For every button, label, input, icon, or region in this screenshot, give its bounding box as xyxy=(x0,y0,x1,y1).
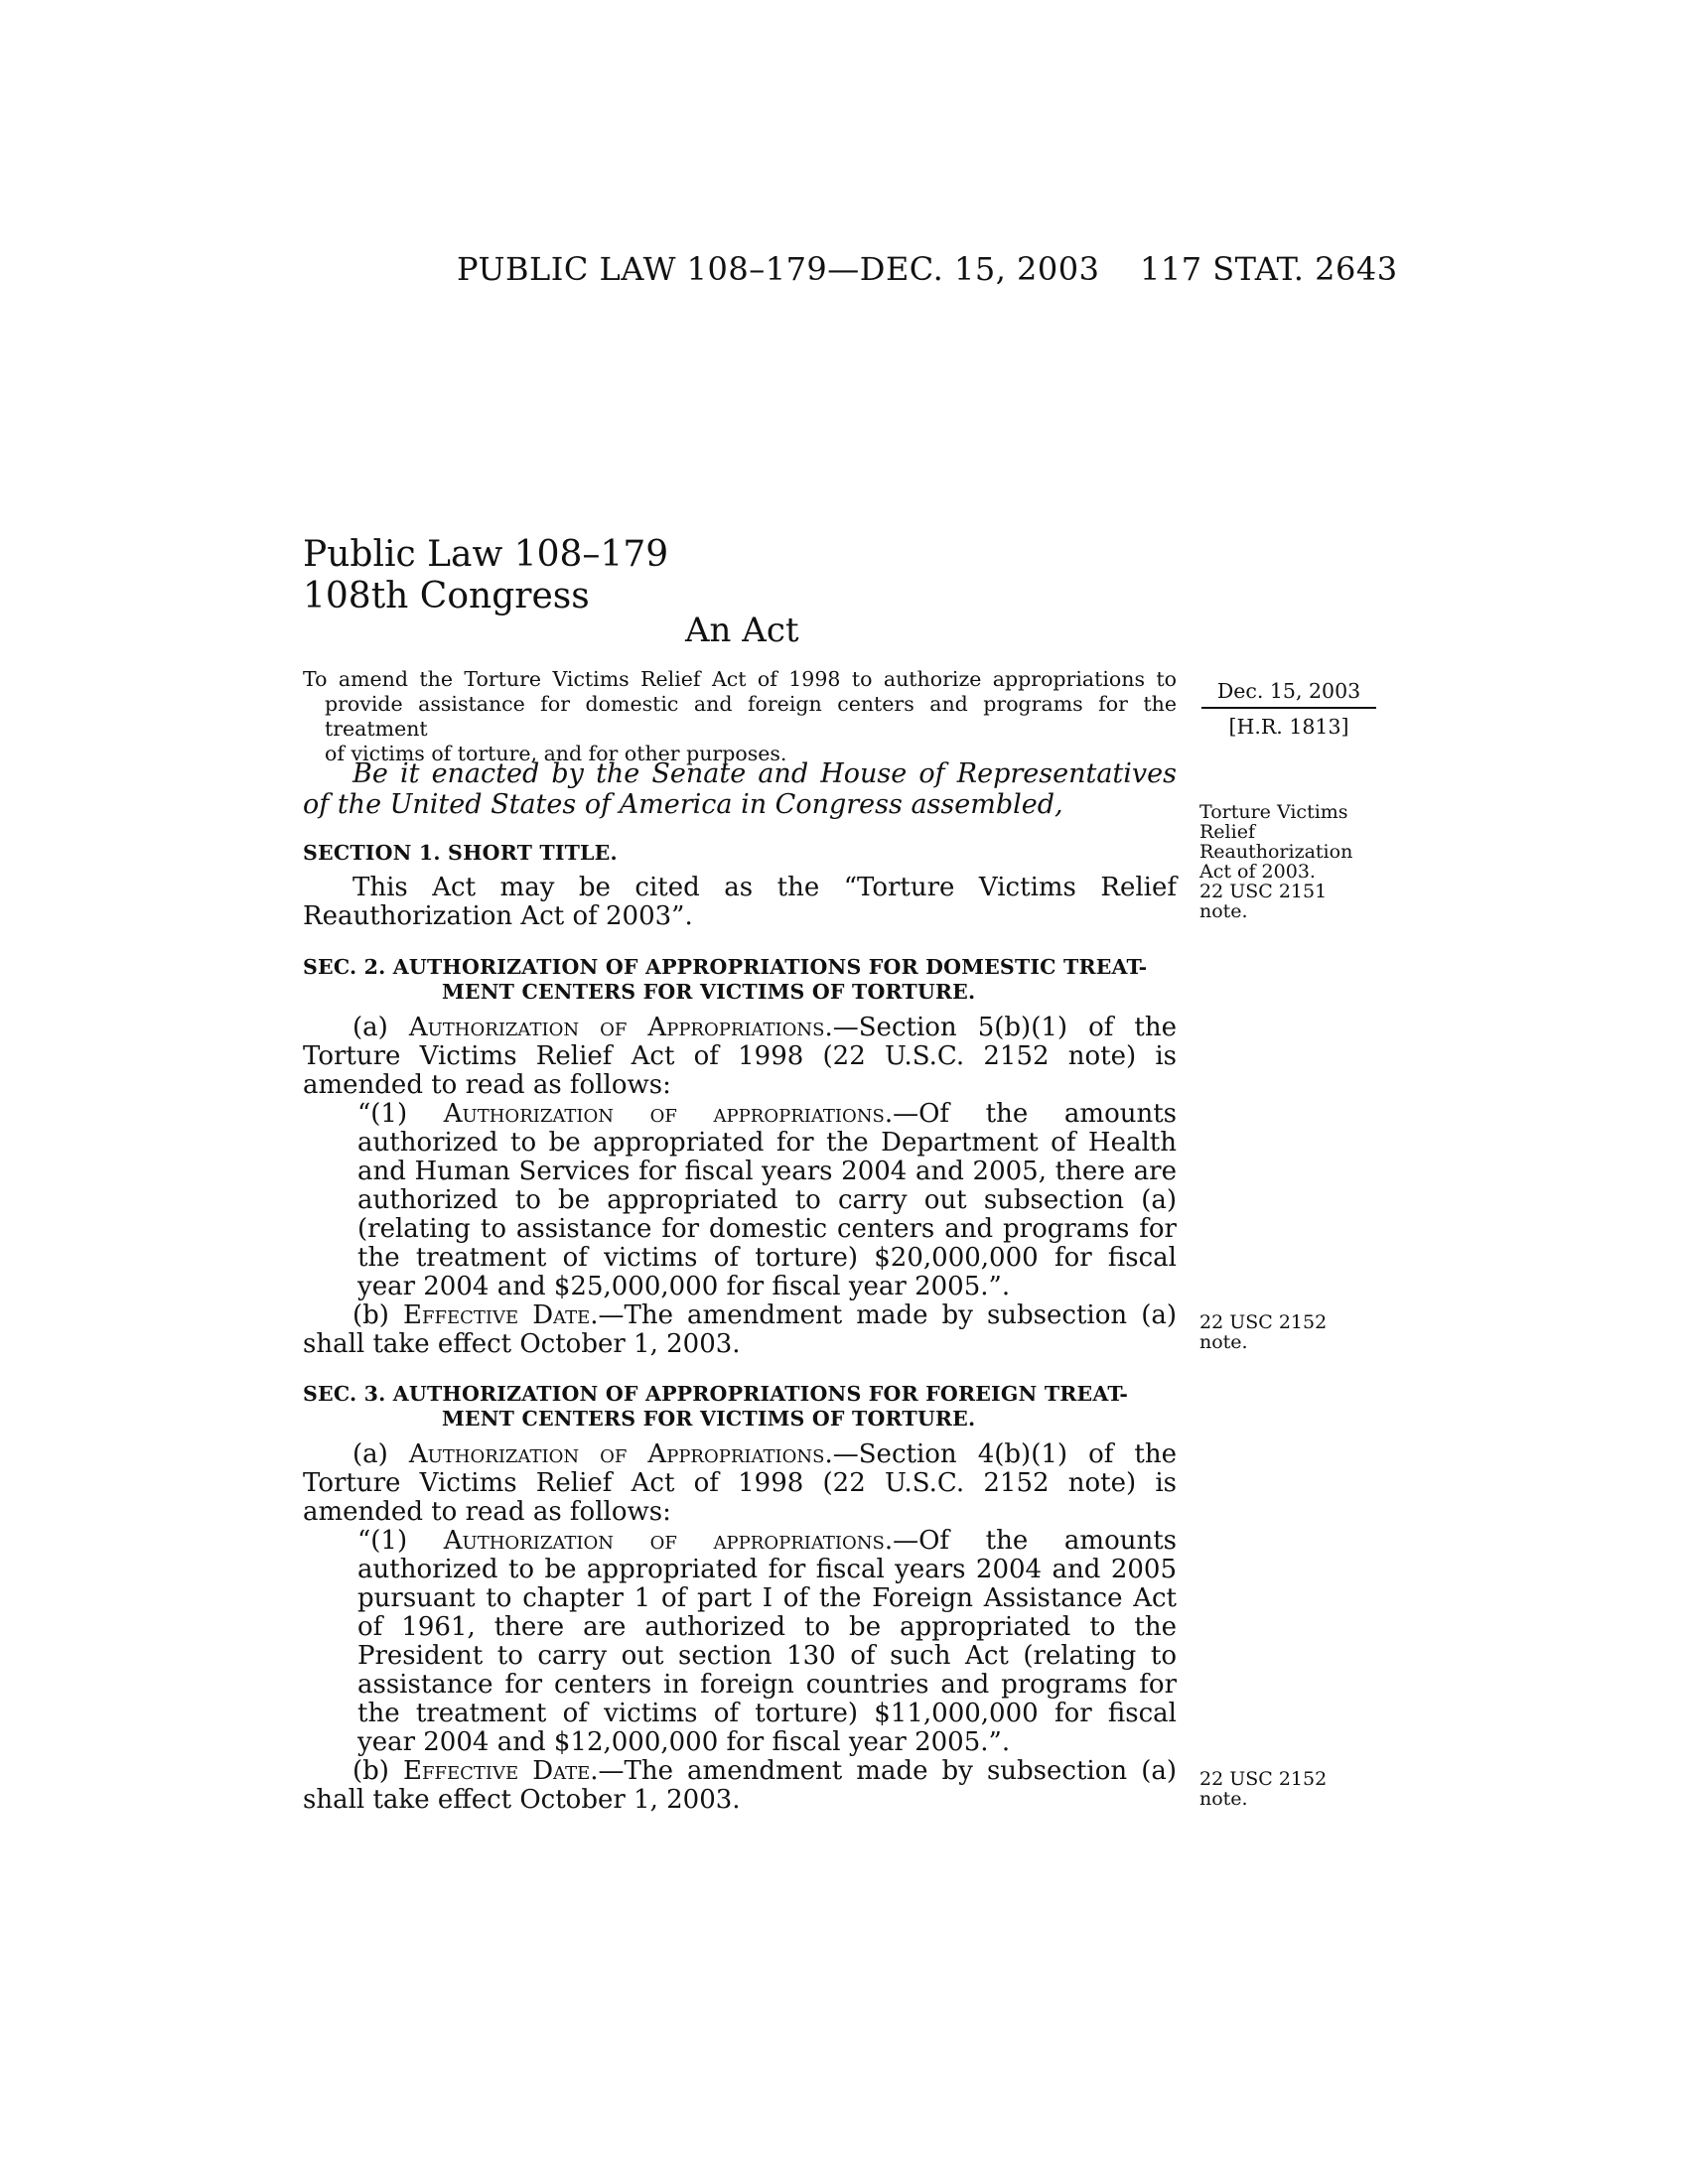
section-2-quoted-text xyxy=(303,1100,1177,1301)
subsection-text: .—Section 4(b)(1) of the Torture Victims Relief Act of 1998 (22 U.S.C. 2152 note) is amended to read as follows: xyxy=(303,1439,1177,1527)
subsection-text: .—Section 5(b)(1) of the Torture Victims Relief Act of 1998 (22 U.S.C. 2152 note) is amended to read as follows: xyxy=(303,1013,1177,1100)
act-label: An Act xyxy=(685,611,799,650)
margin-note-line: 22 USC 2151 xyxy=(1199,881,1328,902)
section-2-subsection-b xyxy=(303,1301,1177,1359)
margin-note-line: 22 USC 2152 xyxy=(1199,1311,1328,1333)
heading-line: MENT CENTERS FOR VICTIMS OF TORTURE. xyxy=(442,980,976,1004)
margin-note-short-title xyxy=(1199,802,1388,921)
margin-note-line: Act of 2003. xyxy=(1199,861,1316,883)
margin-note-line: Relief xyxy=(1199,821,1255,843)
subsection-marker: (b) xyxy=(352,1756,404,1786)
margin-note-line: Reauthorization xyxy=(1199,841,1353,863)
subsection-marker: (b) xyxy=(352,1300,404,1330)
quote-text: .—Of the amounts authorized to be appropriated for the Department of Health and Human Services for fiscal years 2004 and 2005, there are authorized to be appropriated to carry out subsection (a) (relating to assistance for domestic centers and programs for the treatment of victims of torture) $20,000,000 for fiscal year 2004 and $25,000,000 for fiscal year 2005.”. xyxy=(357,1099,1178,1301)
subsection-text: .—The amendment made by subsection (a) shall take effect October 1, 2003. xyxy=(303,1300,1178,1359)
margin-note-sec2 xyxy=(1199,1312,1388,1352)
enacting-clause-text: Be it enacted by the Senate and House of Representatives of the United States of America in Congress assembled, xyxy=(303,758,1177,820)
heading-line: SEC. 3. AUTHORIZATION OF APPROPRIATIONS FOR FOREIGN TREAT- xyxy=(303,1382,1129,1406)
purpose-line: provide assistance for domestic and foreign centers and programs for the treatment xyxy=(325,692,1177,741)
section-1-heading: SECTION 1. SHORT TITLE. xyxy=(303,841,618,865)
margin-note-line: note. xyxy=(1199,900,1248,922)
section-3-subsection-b xyxy=(303,1757,1177,1815)
sidebar-divider xyxy=(1201,707,1376,709)
public-law-number: Public Law 108–179 xyxy=(303,534,669,575)
subsection-label: Effective Date xyxy=(403,1300,591,1330)
heading-line: SEC. 2. AUTHORIZATION OF APPROPRIATIONS FOR DOMESTIC TREAT- xyxy=(303,955,1148,979)
subsection-label: Effective Date xyxy=(403,1756,591,1786)
section-3-heading xyxy=(303,1382,1177,1432)
section-2 xyxy=(303,955,1177,1359)
enacting-clause xyxy=(303,758,1177,820)
quote-marker: “(1) xyxy=(357,1099,444,1129)
congress-number: 108th Congress xyxy=(303,576,590,616)
subsection-marker: (a) xyxy=(352,1439,409,1469)
purpose-line: To amend the Torture Victims Relief Act of 1998 to authorize appropriations to xyxy=(303,667,1177,691)
enactment-date: Dec. 15, 2003 xyxy=(1216,679,1361,703)
margin-note-line: Torture Victims xyxy=(1199,801,1348,823)
quote-label: Authorization of appropriations xyxy=(443,1526,885,1556)
heading-line: MENT CENTERS FOR VICTIMS OF TORTURE. xyxy=(442,1407,976,1431)
section-3 xyxy=(303,1382,1177,1815)
section-3-quoted-text xyxy=(303,1527,1177,1757)
purpose-line: of victims of torture, and for other purposes. xyxy=(325,742,787,765)
margin-note-line: note. xyxy=(1199,1331,1248,1353)
section-2-heading xyxy=(303,955,1177,1005)
stat-page-number: 117 STAT. 2643 xyxy=(1140,250,1398,288)
subsection-text: .—The amendment made by subsection (a) shall take effect October 1, 2003. xyxy=(303,1756,1178,1815)
section-1 xyxy=(303,841,1177,931)
section-3-subsection-a xyxy=(303,1440,1177,1527)
section-2-subsection-a xyxy=(303,1014,1177,1100)
margin-note-line: 22 USC 2152 xyxy=(1199,1768,1328,1790)
quote-label: Authorization of appropriations xyxy=(443,1099,885,1129)
subsection-marker: (a) xyxy=(352,1013,409,1042)
act-purpose xyxy=(303,667,1177,766)
quote-marker: “(1) xyxy=(357,1526,444,1556)
title-block xyxy=(303,534,668,617)
subsection-label: Authorization of Appropriations xyxy=(408,1439,825,1469)
subsection-label: Authorization of Appropriations xyxy=(408,1013,825,1042)
bill-number: [H.R. 1813] xyxy=(1228,715,1349,739)
section-1-text: This Act may be cited as the “Torture Victims Relief Reauthorization Act of 2003”. xyxy=(303,873,1177,931)
margin-note-sec3 xyxy=(1199,1769,1388,1809)
running-title: PUBLIC LAW 108–179—DEC. 15, 2003 xyxy=(457,250,1100,288)
margin-note-line: note. xyxy=(1199,1788,1248,1810)
quote-text: .—Of the amounts authorized to be appropriated for fiscal years 2004 and 2005 pursuant to chapter 1 of part I of the Foreign Assistance Act of 1961, there are authorized to be appropriated to the President to carry out section 130 of such Act (relating to assistance for centers in foreign countries and programs for the treatment of victims of torture) $11,000,000 for fiscal year 2004 and $12,000,000 for fiscal year 2005.”. xyxy=(357,1526,1178,1757)
